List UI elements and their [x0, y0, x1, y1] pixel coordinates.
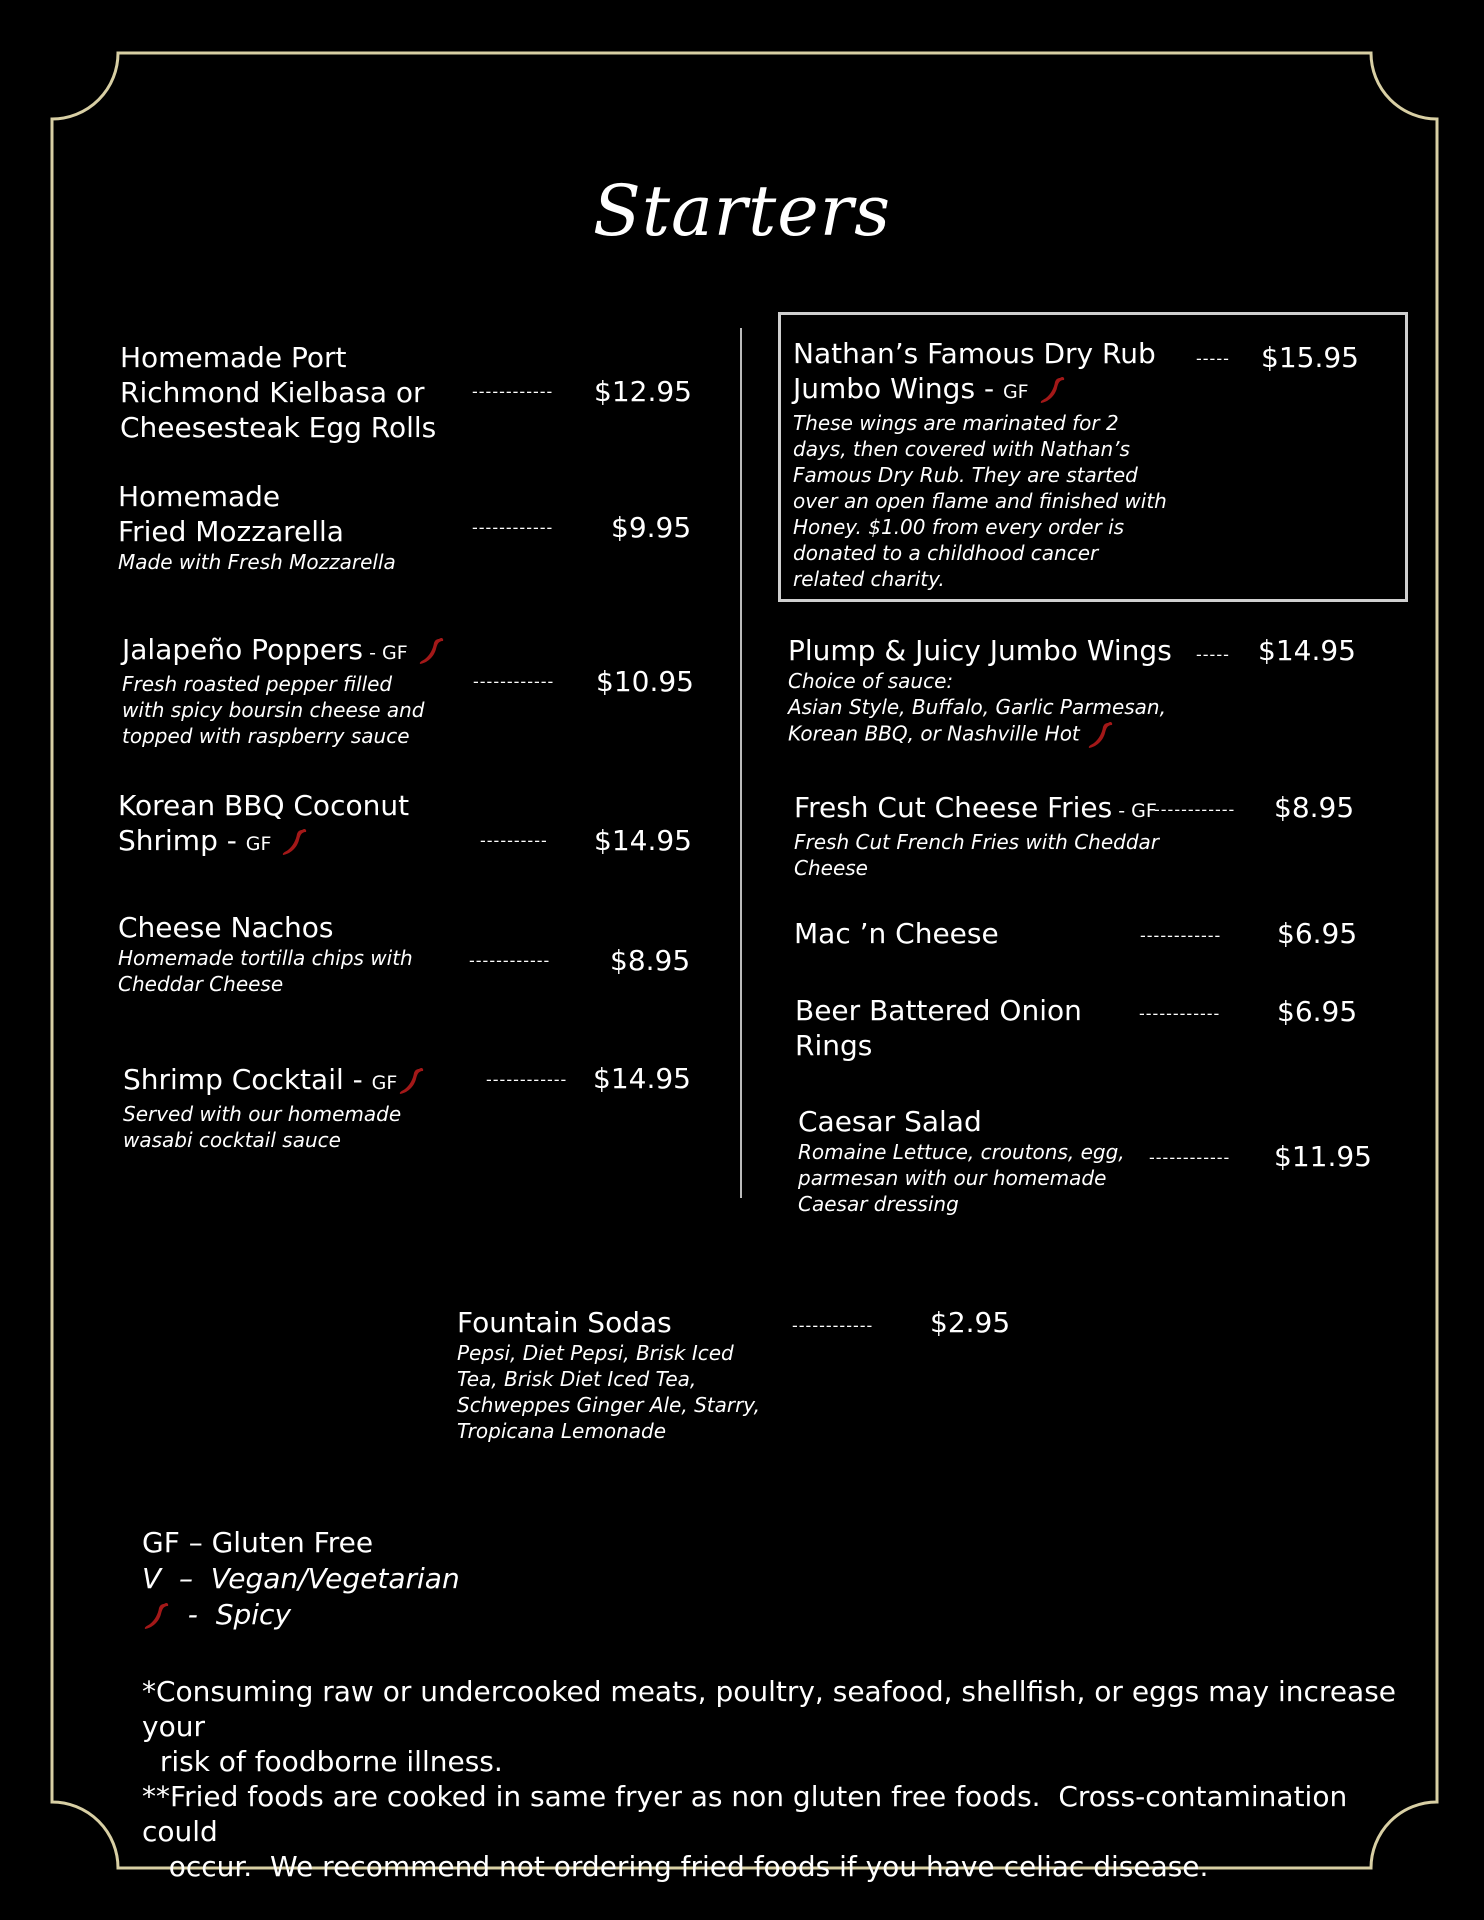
menu-item-mac-n-cheese [794, 916, 999, 951]
item-description: Fresh Cut French Fries with Cheddar Cheese [794, 830, 1160, 880]
menu-item-coconut-shrimp [118, 788, 409, 862]
price-leader: ------------ [472, 382, 554, 401]
menu-item-fried-mozzarella [118, 479, 396, 575]
item-name: Mac ’n Cheese [794, 917, 999, 950]
page-title: Starters [592, 170, 892, 252]
price-leader: ------------ [1154, 800, 1236, 819]
item-description: Homemade tortilla chips with Cheddar Cheese [118, 946, 413, 996]
chili-pepper-icon [1038, 375, 1066, 405]
menu-item-cheese-fries [794, 790, 1159, 881]
price-leader: ------------ [1139, 1004, 1221, 1023]
item-description: Romaine Lettuce, croutons, egg, parmesan with our homemade Caesar dressing [798, 1140, 1125, 1216]
price-leader: ----- [1196, 645, 1230, 664]
fryer-warning: **Fried foods are cooked in same fryer as non gluten free foods. Cross-contamination could occur. We recommend not ordering fried foods if you have celiac disease. [142, 1780, 1348, 1883]
item-name: Jalapeño Poppers [122, 633, 364, 666]
gluten-free-tag: - GF [1112, 800, 1157, 822]
item-price: $8.95 [1274, 791, 1355, 824]
price-leader: ------------ [1149, 1148, 1231, 1167]
price-leader: ------------ [473, 672, 555, 691]
legend-vegan [142, 1561, 460, 1597]
item-price: $2.95 [930, 1306, 1011, 1339]
column-divider [740, 328, 742, 1198]
item-name: Cheese Nachos [118, 911, 334, 944]
price-leader: ------------ [486, 1070, 568, 1089]
menu-item-jumbo-wings [788, 633, 1172, 750]
price-leader: ----- [1196, 349, 1230, 368]
menu-item-fountain-sodas [457, 1305, 760, 1444]
item-description: Fresh roasted pepper filled with spicy boursin cheese and topped with raspberry sauce [122, 672, 425, 748]
item-price: $11.95 [1274, 1140, 1372, 1173]
price-leader: ------------ [472, 518, 554, 537]
item-name: Fresh Cut Cheese Fries [794, 791, 1113, 824]
item-name: Homemade Fried Mozzarella [118, 480, 344, 548]
price-leader: ------------ [792, 1316, 874, 1335]
item-price: $10.95 [596, 665, 694, 698]
menu-item-jalapeno-poppers [122, 632, 445, 749]
item-description: Pepsi, Diet Pepsi, Brisk Iced Tea, Brisk Diet Iced Tea, Schweppes Ginger Ale, Starry, Tropicana Lemonade [457, 1341, 760, 1443]
raw-food-warning: *Consuming raw or undercooked meats, poultry, seafood, shellfish, or eggs may increase your risk of foodborne illness. [142, 1675, 1397, 1778]
item-price: $14.95 [593, 1062, 691, 1095]
gluten-free-tag: GF [1002, 381, 1029, 403]
menu-item-dry-rub-wings [793, 336, 1167, 592]
menu-item-shrimp-cocktail [123, 1062, 425, 1153]
price-leader: ------------ [1140, 926, 1222, 945]
legend-vegan-separator: – [161, 1562, 211, 1595]
item-price: $14.95 [594, 824, 692, 857]
item-price: $15.95 [1261, 341, 1359, 374]
item-name: Caesar Salad [798, 1105, 982, 1138]
legend-vegan-key: V [142, 1562, 162, 1595]
price-leader: ------------ [469, 951, 551, 970]
item-price: $14.95 [1258, 634, 1356, 667]
menu-item-onion-rings [795, 993, 1082, 1063]
item-description: Served with our homemade wasabi cocktail sauce [123, 1102, 402, 1152]
item-price: $8.95 [610, 944, 691, 977]
item-price: $12.95 [594, 375, 692, 408]
item-price: $6.95 [1277, 995, 1358, 1028]
item-name: Plump & Juicy Jumbo Wings [788, 634, 1172, 667]
gluten-free-tag: - GF [363, 642, 408, 664]
price-leader: ---------- [480, 831, 548, 850]
chili-pepper-icon [280, 827, 308, 857]
item-description: Made with Fresh Mozzarella [118, 550, 396, 574]
item-name: Beer Battered Onion Rings [795, 994, 1082, 1062]
item-name: Fountain Sodas [457, 1306, 672, 1339]
item-name: Homemade Port Richmond Kielbasa or Cheesesteak Egg Rolls [120, 341, 437, 444]
item-name: Shrimp Cocktail - [123, 1063, 372, 1096]
item-price: $9.95 [611, 511, 692, 544]
legend-vegan-text: Vegan/Vegetarian [210, 1562, 460, 1595]
gluten-free-tag: GF [371, 1072, 398, 1094]
legend [142, 1525, 460, 1633]
gluten-free-tag: GF [245, 833, 272, 855]
item-description: These wings are marinated for 2 days, then covered with Nathan’s Famous Dry Rub. They are started over an open flame and finished with Honey. $1.00 from every order is donated to a childhood cancer related charity. [793, 411, 1167, 591]
menu-item-cheese-nachos [118, 910, 413, 997]
menu-item-egg-rolls [120, 340, 436, 445]
legend-spicy [142, 1597, 460, 1633]
legend-spicy-separator: - [170, 1598, 216, 1631]
item-price: $6.95 [1277, 917, 1358, 950]
legend-spicy-text: Spicy [215, 1598, 292, 1631]
item-name: Korean BBQ Coconut Shrimp - [118, 789, 410, 857]
legend-gluten-free: GF – Gluten Free [142, 1526, 374, 1559]
item-name: Nathan’s Famous Dry Rub Jumbo Wings - [793, 337, 1156, 405]
item-description: Choice of sauce: Asian Style, Buffalo, Garlic Parmesan, Korean BBQ, or Nashville Hot [788, 669, 1166, 746]
chili-pepper-icon [397, 1066, 425, 1096]
chili-pepper-icon [417, 636, 445, 666]
chili-pepper-icon [1086, 720, 1114, 750]
menu-item-caesar-salad [798, 1104, 1125, 1217]
chili-pepper-icon [142, 1601, 170, 1631]
